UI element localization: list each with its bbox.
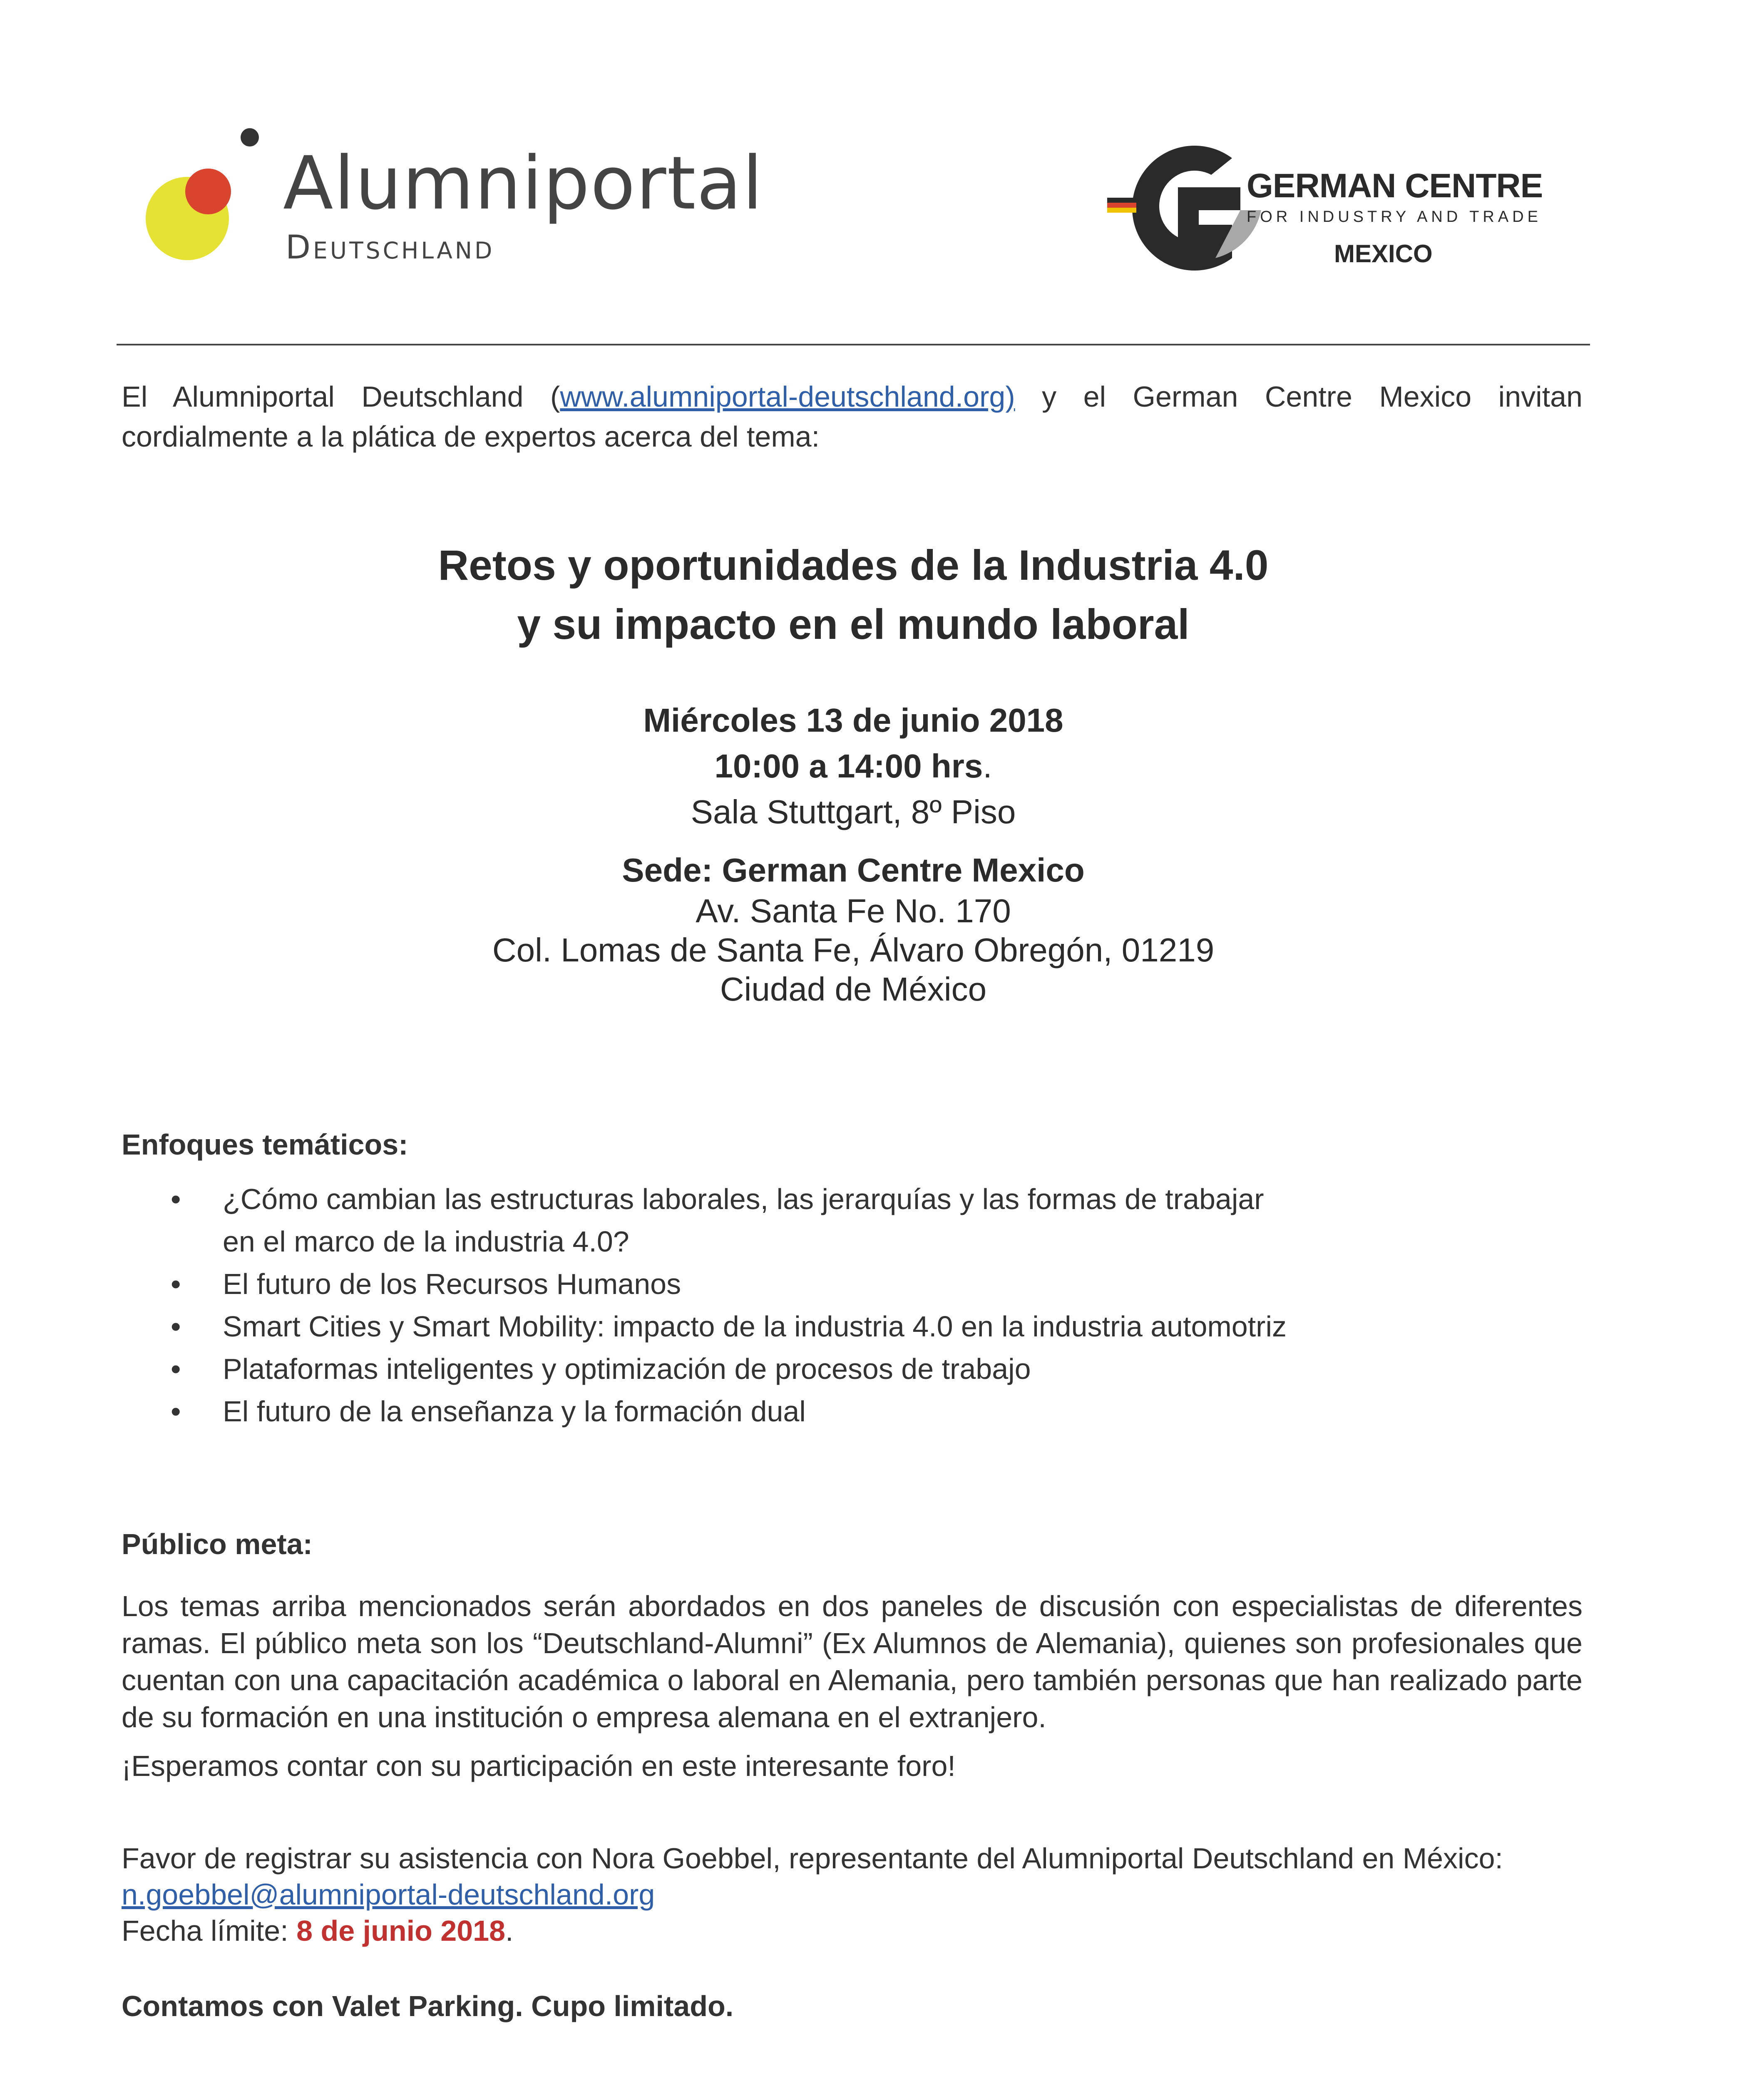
intro-text-start: El Alumniportal Deutschland (: [122, 380, 560, 413]
event-time-value: 10:00 a 14:00 hrs: [714, 747, 983, 785]
event-title-line2: y su impacto en el mundo laboral: [517, 601, 1190, 648]
alumniportal-name: Alumniportal: [283, 141, 764, 226]
alumniportal-website-link[interactable]: www.alumniportal-deutschland.org): [560, 380, 1015, 413]
focus-item: [171, 1263, 1544, 1305]
event-room: Sala Stuttgart, 8º Piso: [691, 793, 1016, 830]
venue-address-line2: Col. Lomas de Santa Fe, Álvaro Obregón, 01219: [492, 931, 1215, 968]
venue-address-line1: Av. Santa Fe No. 170: [696, 892, 1011, 929]
focus-item: [171, 1390, 1544, 1433]
registration-block: [122, 1840, 1583, 1949]
focus-list: [171, 1178, 1544, 1433]
venue-address-line3: Ciudad de México: [720, 971, 987, 1008]
event-time: [0, 747, 1707, 785]
closing-sentence: ¡Esperamos contar con su participación en este interesante foro!: [122, 1750, 956, 1782]
deadline-suffix: .: [505, 1915, 514, 1947]
logo-dark-dot: [241, 128, 259, 147]
focus-item-text-continued: en el marco de la industria 4.0?: [223, 1225, 629, 1258]
focus-item: [171, 1348, 1544, 1390]
german-centre-name: GERMAN CENTRE: [1247, 167, 1543, 205]
alumniportal-subtitle: Deutschland: [286, 229, 495, 266]
parking-note: Contamos con Valet Parking. Cupo limitado.: [122, 1990, 734, 2022]
intro-paragraph: [122, 377, 1583, 457]
focus-item-text: ¿Cómo cambian las estructuras laborales, las jerarquías y las formas de trabajar: [223, 1183, 1264, 1215]
registration-text: Favor de registrar su asistencia con Nora Goebbel, representante del Alumniportal Deutschland en México:: [122, 1842, 1503, 1875]
header-divider: [117, 344, 1590, 345]
german-centre-tagline: FOR INDUSTRY AND TRADE: [1247, 208, 1542, 226]
event-venue: Sede: German Centre Mexico: [622, 852, 1085, 889]
focus-item-text: El futuro de los Recursos Humanos: [223, 1268, 681, 1300]
bullet-icon: •: [171, 1183, 181, 1215]
focus-item-text: El futuro de la enseñanza y la formación dual: [223, 1395, 806, 1428]
logo-red-circle: [185, 169, 231, 214]
focus-item: [171, 1305, 1544, 1348]
registration-email-link[interactable]: n.goebbel@alumniportal-deutschland.org: [122, 1878, 655, 1911]
bullet-icon: •: [171, 1353, 181, 1385]
bullet-icon: •: [171, 1310, 181, 1343]
bullet-icon: •: [171, 1268, 181, 1300]
focus-item-text: Plataformas inteligentes y optimización de procesos de trabajo: [223, 1353, 1031, 1385]
deadline-label: Fecha límite:: [122, 1915, 297, 1947]
audience-paragraph: Los temas arriba mencionados serán abordados en dos paneles de discusión con especialistas de diferentes ramas. El público meta son los “Deutschland-Alumni” (Ex Alumnos de Alemania), quienes son profesionales que cuentan con una capacitación académica o laboral en Alemania, pero también personas que han realizado parte de su formación en una institución o empresa alemana en el extranjero.: [122, 1590, 1583, 1733]
german-centre-location: MEXICO: [1334, 240, 1433, 268]
bullet-icon: •: [171, 1395, 181, 1428]
event-time-suffix: .: [983, 747, 992, 785]
focus-item: [171, 1178, 1544, 1263]
event-title-line1: Retos y oportunidades de la Industria 4.0: [438, 541, 1269, 589]
focus-heading: Enfoques temáticos:: [122, 1128, 408, 1161]
intro-text-end: y el German Centre Mexico invitan cordialmente a la plática de expertos acerca del tema:: [122, 380, 1583, 453]
audience-heading: Público meta:: [122, 1528, 313, 1560]
event-date: Miércoles 13 de junio 2018: [643, 702, 1063, 739]
focus-item-text: Smart Cities y Smart Mobility: impacto de la industria 4.0 en la industria automotriz: [223, 1310, 1287, 1343]
deadline-date: 8 de junio 2018: [296, 1915, 506, 1947]
